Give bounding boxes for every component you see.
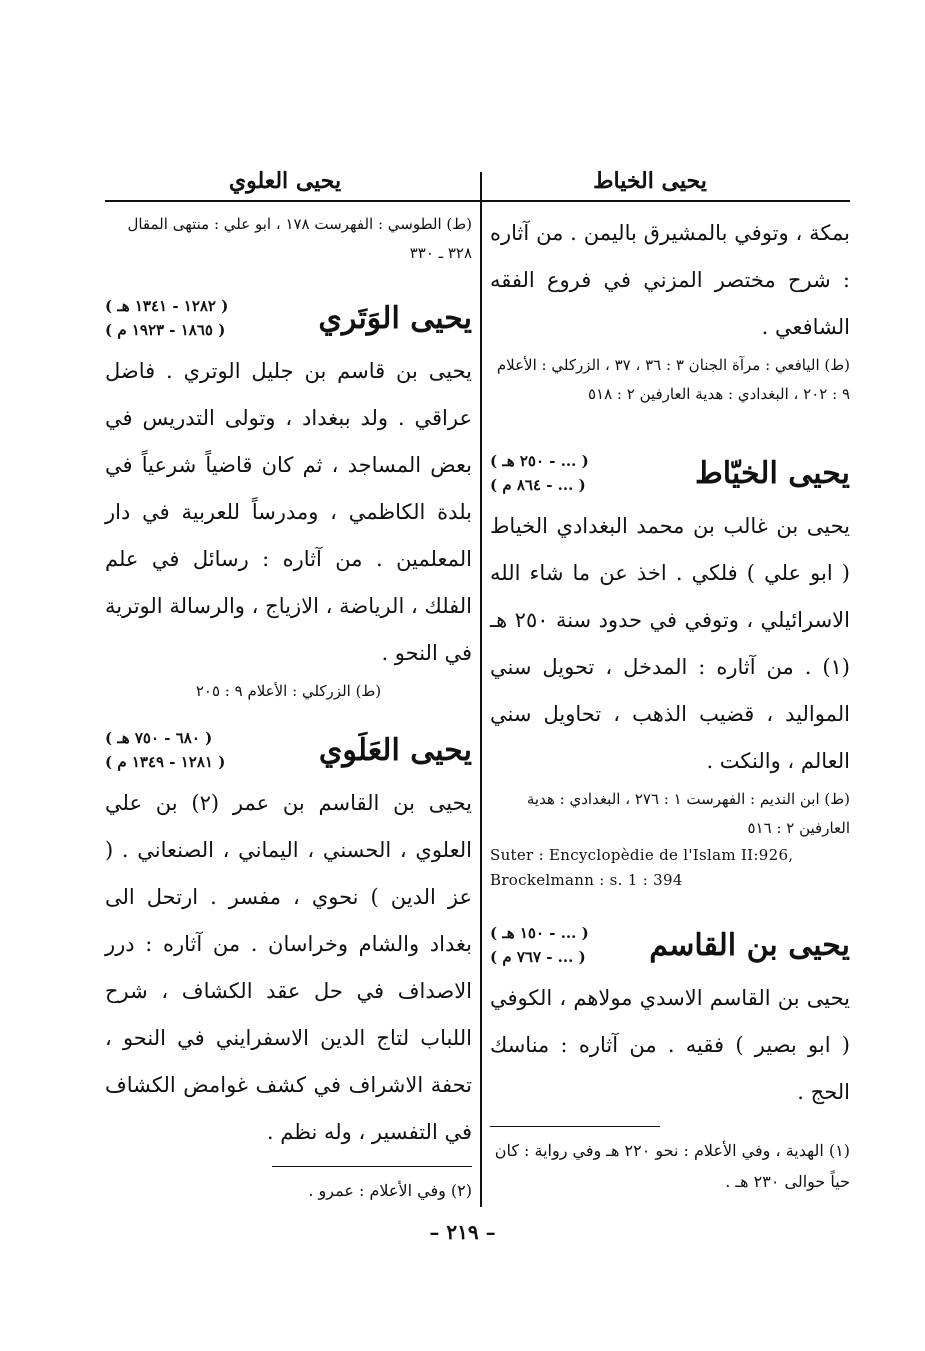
footnote-rule	[272, 1166, 472, 1167]
dates-hijri: ( ... - ٢٥٠ هـ )	[490, 452, 589, 470]
header-rule	[105, 200, 850, 202]
entry-name: يحيى الخيّاط	[695, 455, 850, 491]
column-divider	[480, 172, 482, 1207]
entry-name: يحيى الوَتَري	[318, 300, 472, 336]
dates-hijri: ( ٦٨٠ - ٧٥٠ هـ )	[105, 729, 213, 747]
entry-references-khayyat: (ط) ابن النديم : الفهرست ١ : ٢٧٦ ، البغدادي : هدية العارفين ٢ : ٥١٦	[526, 790, 850, 837]
right-column-header: يحيى الخياط	[593, 168, 707, 194]
dates-hijri: ( ... - ١٥٠ هـ )	[490, 924, 589, 942]
footnote-1: (١) الهدية ، وفي الأعلام : نحو ٢٢٠ هـ وفي رواية : كان حياً حوالى ٢٣٠ هـ .	[494, 1141, 850, 1191]
footnote-2: (٢) وفي الأعلام : عمرو .	[308, 1181, 472, 1200]
dates-hijri: ( ١٢٨٢ - ١٣٤١ هـ )	[105, 297, 229, 315]
continued-entry-references: (ط) اليافعي : مرآة الجنان ٣ : ٣٦ ، ٣٧ ، الزركلي : الأعلام ٩ : ٢٠٢ ، البغدادي : هدية العارفين ٢ : ٥١٨	[496, 356, 850, 403]
footnote-rule	[490, 1126, 660, 1127]
entry-dates	[105, 726, 225, 774]
entry-text-alawi: يحيى بن القاسم بن عمر (٢) بن علي العلوي ، الحسني ، اليماني ، الصنعاني . ( عز الدين ) نحوي ، مفسر . ارتحل الى بغداد والشام وخراسان . من آثاره : درر الاصداف في حل عقد الكشاف ، شرح اللباب لتاج الدين الاسفرايني في النحو ، تحفة الاشراف في كشف غوامض الكشاف في التفسير ، وله نظم .	[105, 791, 472, 1144]
entry-dates	[490, 921, 589, 969]
entry-text-watari: يحيى بن قاسم بن جليل الوتري . فاضل عراقي . ولد ببغداد ، وتولى التدريس في بعض المساجد ، ثم كان قاضياً شرعياً في بلدة الكاظمي ، ومدرساً للعربية في دار المعلمين . من آثاره : رسائل في علم الفلك ، الرياضة ، الازياج ، والرسالة الوترية في النحو .	[105, 359, 472, 665]
continued-entry-references: (ط) الطوسي : الفهرست ١٧٨ ، ابو علي : منتهى المقال ٣٢٨ ـ ٣٣٠	[127, 215, 472, 262]
continued-entry-text: بمكة ، وتوفي بالمشيرق باليمن . من آثاره : شرح مختصر المزني في فروع الفقه الشافعي .	[490, 221, 850, 339]
entry-heading-khayyat	[490, 449, 850, 497]
entry-text-khayyat: يحيى بن غالب بن محمد البغدادي الخياط ( ابو علي ) فلكي . اخذ عن ما شاء الله الاسرائيلي ، وتوفي في حدود سنة ٢٥٠ هـ (١) . من آثاره : المدخل ، تحويل سني المواليد ، قضيب الذهب ، تحاويل سني العالم ، والنكت .	[490, 514, 850, 773]
entry-dates	[490, 449, 589, 497]
dates-gregorian: ( ١٨٦٥ - ١٩٢٣ م )	[105, 321, 226, 339]
entry-text-ibn-qasim: يحيى بن القاسم الاسدي مولاهم ، الكوفي ( ابو بصير ) فقيه . من آثاره : مناسك الحج .	[490, 986, 850, 1104]
left-column	[105, 210, 472, 1206]
dates-gregorian: ( ... - ٧٦٧ م )	[490, 948, 586, 966]
entry-heading-watari	[105, 294, 472, 342]
right-column	[490, 210, 850, 1197]
dates-gregorian: ( ١٢٨١ - ١٣٤٩ م )	[105, 753, 226, 771]
entry-references-watari: (ط) الزركلي : الأعلام ٩ : ٢٠٥	[195, 682, 382, 700]
dates-gregorian: ( ... - ٨٦٤ م )	[490, 476, 586, 494]
entry-dates	[105, 294, 228, 342]
left-column-header: يحيى العلوي	[228, 168, 342, 194]
latin-reference-suter: Suter : Encyclopèdie de l'Islam II:926,	[490, 846, 794, 864]
entry-name: يحيى بن القاسم	[649, 927, 850, 963]
entry-name: يحيى العَلَوي	[318, 732, 472, 768]
page-number: – ٢١٩ –	[429, 1220, 496, 1244]
entry-heading-alawi	[105, 726, 472, 774]
latin-reference-brockelmann: Brockelmann : s. 1 : 394	[490, 871, 683, 889]
entry-heading-ibn-qasim	[490, 921, 850, 969]
